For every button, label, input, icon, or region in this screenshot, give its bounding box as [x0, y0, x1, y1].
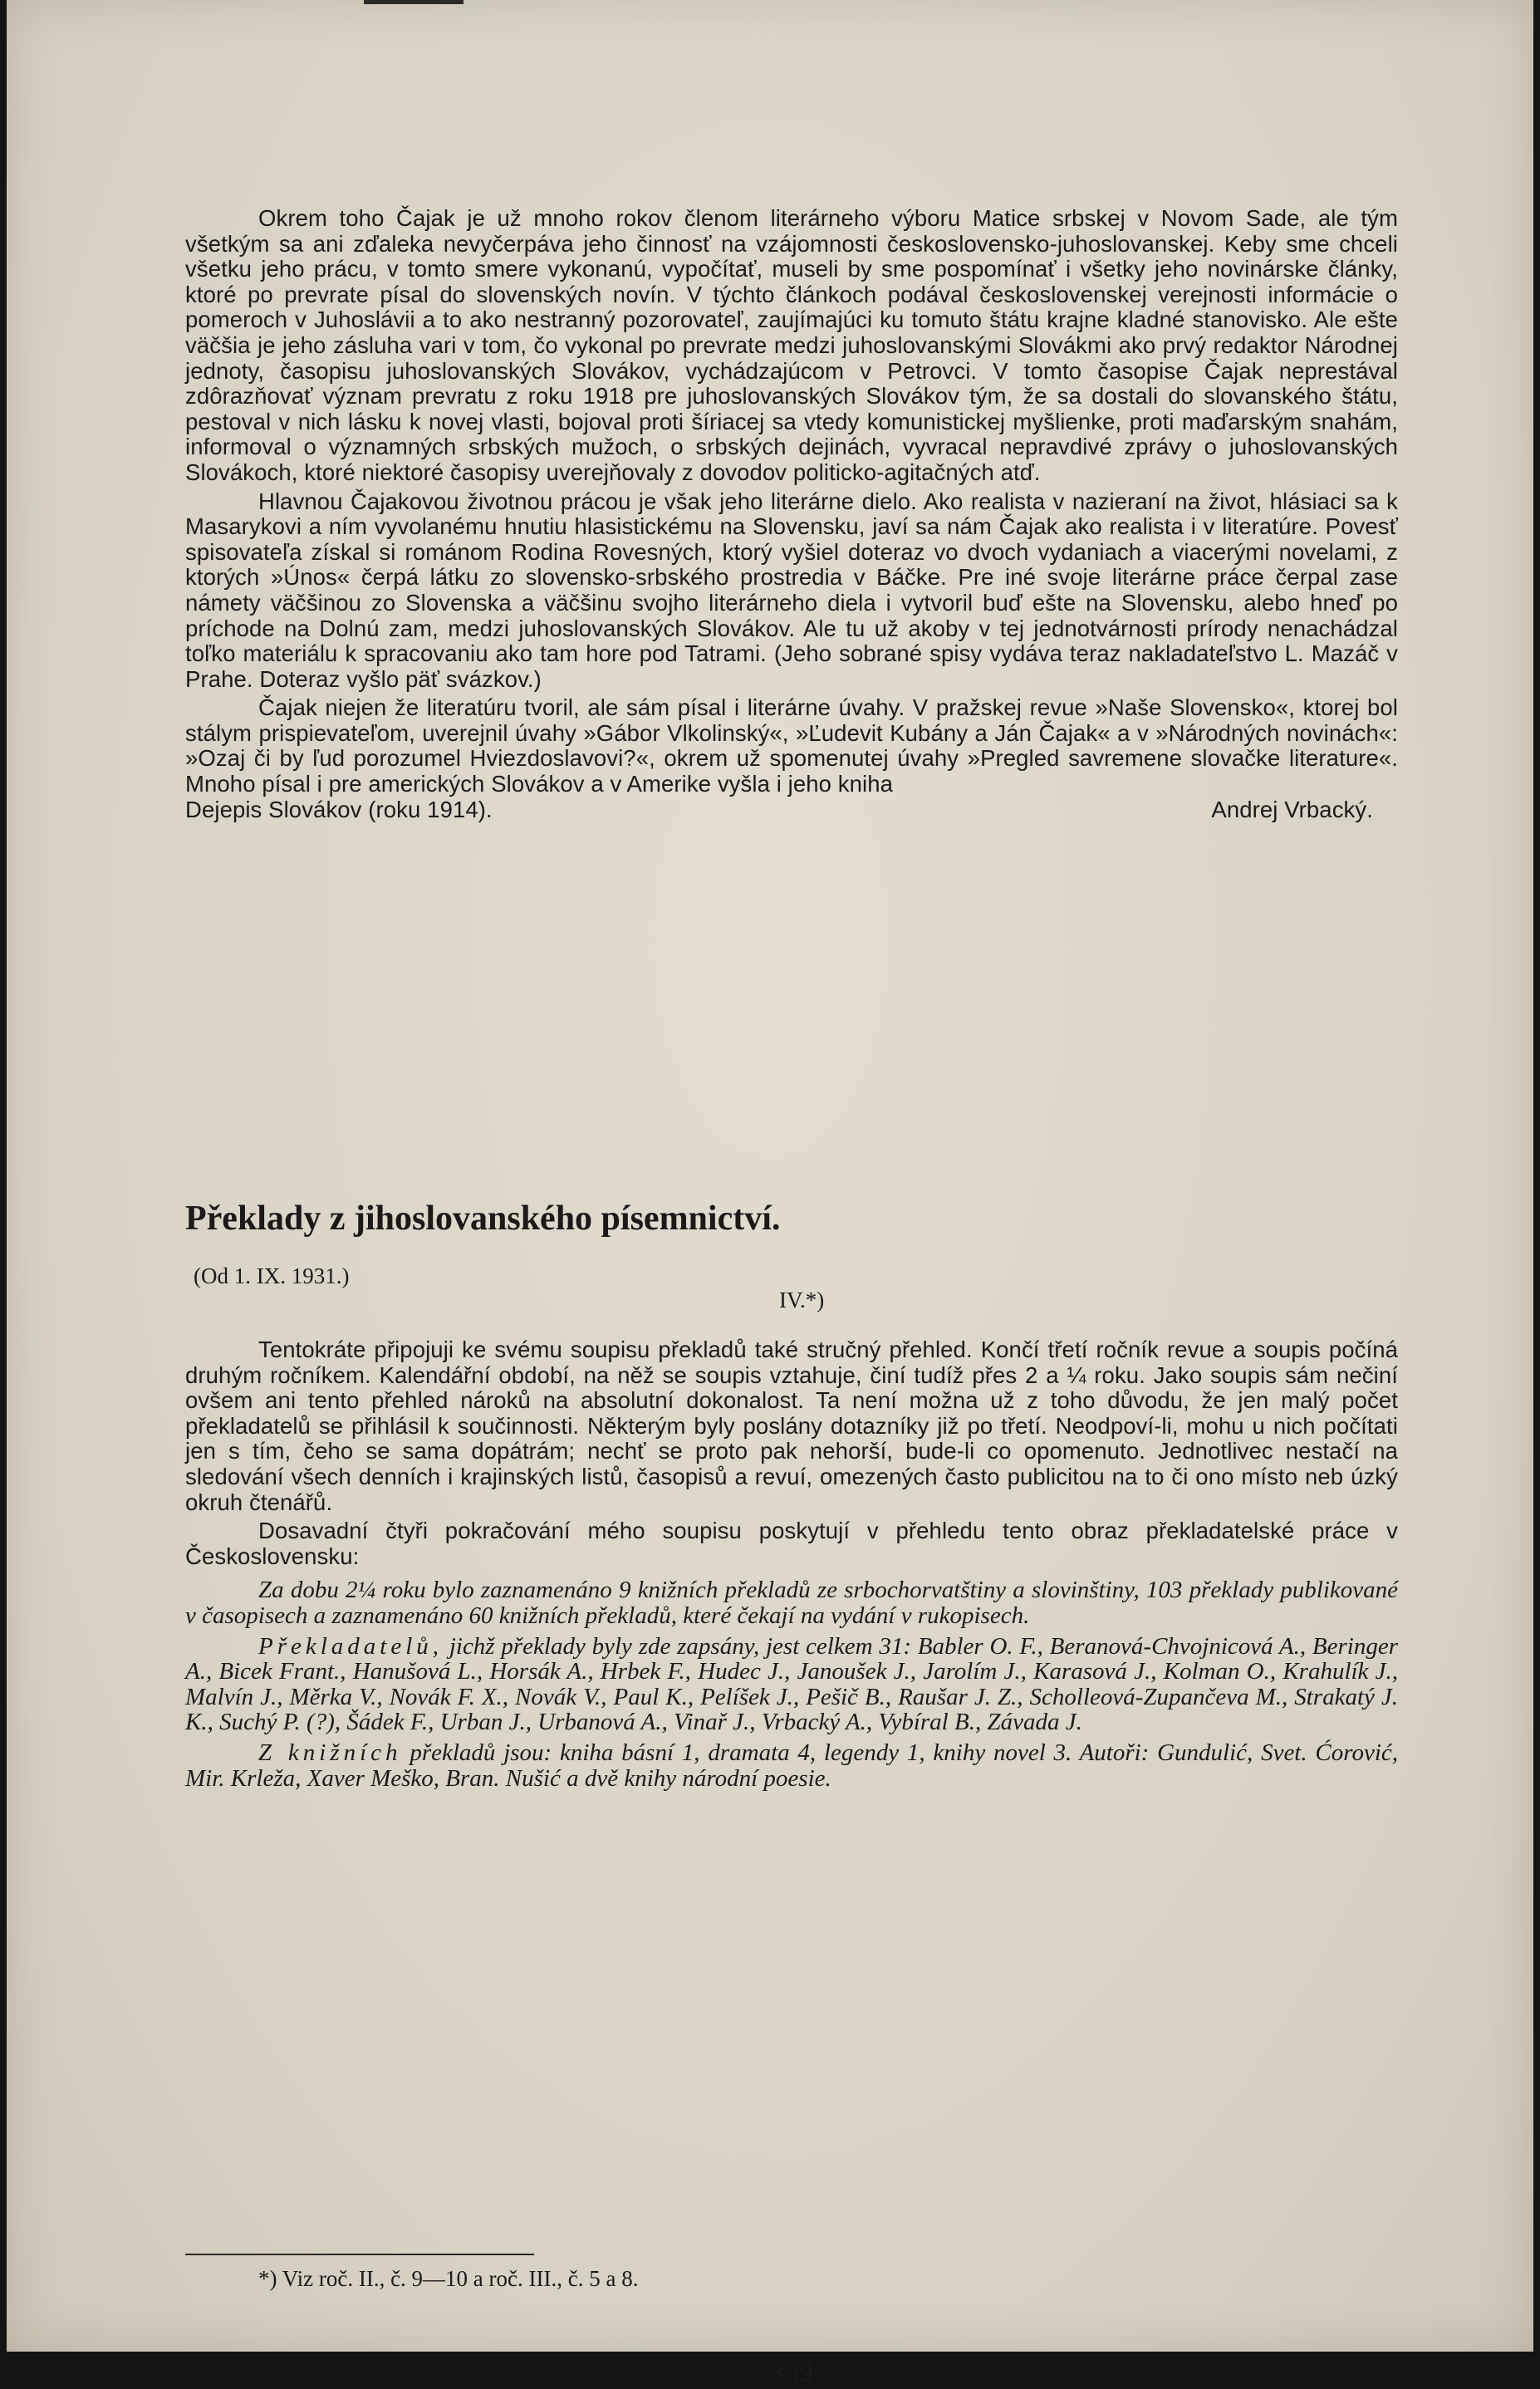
translators-label: Překladatelů,: [258, 1632, 444, 1660]
article2-summary-2: [185, 1634, 1398, 1735]
books-summary: překladů jsou: kniha básní 1, dramata 4, legendy 1, knihy novel 3. Autoři: Gundulić, Svet. Ćorović, Mir. Krleža, Xaver Meško, Bran. Nušić a dvě knihy národní poesie.: [185, 1739, 1398, 1792]
article2-paragraph-2: Dosavadní čtyři pokračování mého soupisu poskytují v přehledu tento obraz překladatelské práce v Československu:: [185, 1518, 1398, 1569]
article1-closing-line: [185, 797, 1398, 823]
page-number: 339: [770, 2357, 813, 2388]
scan-edge-mark: [364, 0, 463, 4]
article1-paragraph-3-last-line: Dejepis Slovákov (roku 1914).: [185, 796, 493, 822]
footnote-divider: [185, 2254, 534, 2255]
article2-title: Překlady z jihoslovanského písemnictví.: [185, 1199, 781, 1238]
page: [7, 0, 1533, 2388]
books-label: Z knižních: [258, 1739, 402, 1766]
article2-part-number: IV.*): [779, 1288, 825, 1312]
article2-paragraph-1: Tentokráte připojuji ke svému soupisu překladů také stručný přehled. Končí třetí ročník revue a soupis počíná druhým ročníkem. Kalendářní období, na něž se soupis vztahuje, činí tudíž přes 2 a ¼ roku. Jako soupis sám nečiní ovšem ani tento přehled nároků na absolutní dokonalost. Ta není možna už z toho důvodu, že jen malý počet překladatelů se přihlásil k součinnosti. Některým byly poslány dotazníky již po třetí. Neodpoví-li, mohu u nich počítati jen s tím, čeho se sama dopátrám; nechť se proto pak nehorší, bude-li co opomenuto. Jednotlivec nestačí na sledování všech denních i krajinských listů, časopisů a revuí, omezených často publicitou na to či ono místo neb úzký okruh čtenářů.: [185, 1337, 1398, 1515]
article1-paragraph-2: Hlavnou Čajakovou životnou prácou je však jeho literárne dielo. Ako realista v nazieraní na život, hlásiaci sa k Masarykovi a ním vyvolanému hnutiu hlasistickému na Slovensku, javí sa nám Čajak ako realista i v literatúre. Povesť spisovateľa získal si románom Rodina Rovesných, ktorý vyšiel doteraz vo dvoch vydaniach a viacerými novelami, z ktorých »Únos« čerpá látku zo slovensko-srbského prostredia v Báčke. Pre iné svoje literárne práce čerpal zase námety väčšinou zo Slovenska a väčšinu svojho literárneho diela i vytvoril buď ešte na Slovensku, alebo hneď po príchode na Dolnú zam, medzi juhoslovanských Slovákov. Ale tu už akoby v tej jednotvárnosti prírody nenachádzal toľko materiálu k spracovaniu ako tam hore pod Tatrami. (Jeho sobrané spisy vydáva teraz nakladateľstvo L. Mazáč v Prahe. Doteraz vyšlo päť svázkov.): [185, 488, 1398, 692]
footnote: *) Viz roč. II., č. 9—10 a roč. III., č. 5 a 8.: [258, 2266, 639, 2291]
article2-body: [185, 1337, 1398, 1791]
text-column: [185, 205, 1398, 2388]
article1-author: Andrej Vrbacký.: [1211, 796, 1373, 822]
translators-list: jichž překlady byly zde zapsány, jest celkem 31: Babler O. F., Beranová-Chvojnicová A., Beringer A., Bicek Frant., Hanušová L., Horsák A., Hrbek F., Hudec J., Janoušek J., Jarolím J., Karasová J., Kolman O., Krahulík J., Malvín J., Měrka V., Novák F. X., Novák V., Paul K., Pelíšek J., Pešič B., Raušar J. Z., Scholleová-Zupančeva M., Strakatý J. K., Suchý P. (?), Šádek F., Urban J., Urbanová A., Vinař J., Vrbacký A., Vybíral B., Závada J.: [185, 1632, 1398, 1736]
article2-summary-3: [185, 1740, 1398, 1791]
article2-date: (Od 1. IX. 1931.): [194, 1263, 350, 1288]
article1-paragraph-3: Čajak niejen že literatúru tvoril, ale sám písal i literárne úvahy. V pražskej revue »Naše Slovensko«, ktorej bol stálym prispievateľom, uverejnil úvahy »Gábor Vlkolinský«, »Ľudevit Kubány a Ján Čajak« a v »Národných novinách«: »Ozaj či by ľud porozumel Hviezdoslavovi?«, okrem už spomenutej úvahy »Pregled savremene slovačke literature«. Mnoho písal i pre amerických Slovákov a v Amerike vyšla i jeho kniha: [185, 694, 1398, 797]
article2-summary-1: Za dobu 2¼ roku bylo zaznamenáno 9 knižních překladů ze srbochorvatštiny a slovinštiny, 103 překlady publikované v časopisech a zaznamenáno 60 knižních překladů, které čekají na vydání v rukopisech.: [185, 1577, 1398, 1629]
article1-paragraph-1: Okrem toho Čajak je už mnoho rokov členom literárneho výboru Matice srbskej v Novom Sade, ale tým všetkým sa ani zďaleka nevyčerpáva jeho činnosť na vzájomnosti československo-juhoslovanskej. Keby sme chceli všetku jeho prácu, v tomto smere vykonanú, vypočítať, museli by sme pospomínať i všetky jeho novinárske články, ktoré po prevrate písal do slovenských novín. V týchto článkoch podával československej verejnosti informácie o pomeroch v Juhoslávii a to ako nestranný pozorovateľ, zaujímajúci ku tomuto štátu krajne kladné stanovisko. Ale ešte väčšia je jeho zásluha vari v tom, čo vykonal po prevrate medzi juhoslovanskými Slovákmi ako prvý redaktor Národnej jednoty, časopisu juhoslovanských Slovákov, vychádzajúcom v Petrovci. V tomto časopise Čajak neprestával zdôrazňovať význam prevratu z roku 1918 pre juhoslovanských Slovákov tým, že sa dostali do slovanského štátu, pestoval v nich lásku k novej vlasti, bojoval proti šíriacej sa vtedy komunistickej myšlienke, proti maďarským snahám, informoval o významných srbských mužoch, o srbských dejinách, vyvracal nepravdivé zprávy o juhoslovanských Slovákoch, ktoré niektoré časopisy uverejňovaly z dovodov politicko-agitačných atď.: [185, 205, 1398, 485]
